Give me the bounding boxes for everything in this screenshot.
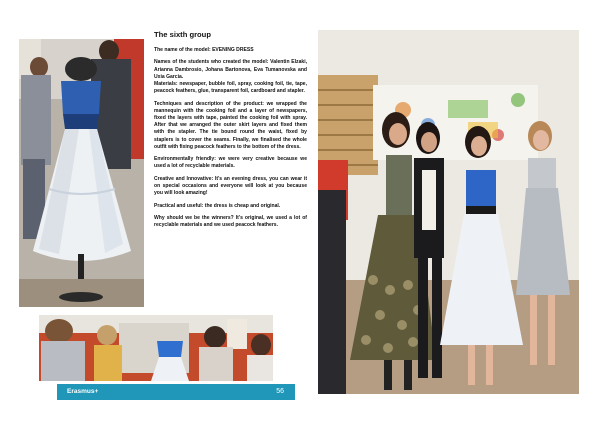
model-name-line [154,47,307,54]
classroom-students-photo [39,315,273,381]
model-name: EVENING DRESS [212,47,254,53]
students-fashion-show-photo [318,30,579,394]
group-title: The sixth group [154,30,211,39]
students-paragraph: Names of the students who created the model: Valentin Elzaki, Arianna Dambrosio, Johana Bartonova, Eva Tumanovska and Uxia Garcia. [154,59,307,80]
techniques-paragraph: Techniques and description of the product: we wrapped the mannequin with the cooking foil and a layer of newspapers, fixed the layers with tape, painted the cooking foil with spray. After that we arranged the outer skirt layers and fixed them with the stapler. The tie bound round the waist, fixed by staplers is to cover the seams. Finally, we finalised the whole outfit with fixing peacock feathers to the bottom of the dress. [154,100,307,150]
text-column [154,30,307,235]
page-number: 56 [276,388,284,395]
footer-bar [57,384,295,400]
materials-paragraph: Materials: newspaper, bubble foil, spray, cooking foil, tie, tape, peacock feathers, glue, transparent foil, cardboard and stapler. [154,81,307,95]
mannequin-dress-photo [19,39,144,307]
erasmus-brand: Erasmus+ [67,388,99,395]
practical-paragraph: Practical and useful: the dress is cheap and original. [154,202,281,209]
creative-paragraph: Creative and Innovative: It's an evening dress, you can wear it on special occasions and everyone will look at you because you will look amazing! [154,175,307,197]
winners-paragraph: Why should we be the winners? It's original, we used a lot of recyclable materials and we used peacock feathers. [154,214,307,229]
environment-paragraph: Environmentally friendly: we were very creative because we used a lot of recyclable materials. [154,156,307,170]
model-label: The name of the model: [154,47,211,53]
